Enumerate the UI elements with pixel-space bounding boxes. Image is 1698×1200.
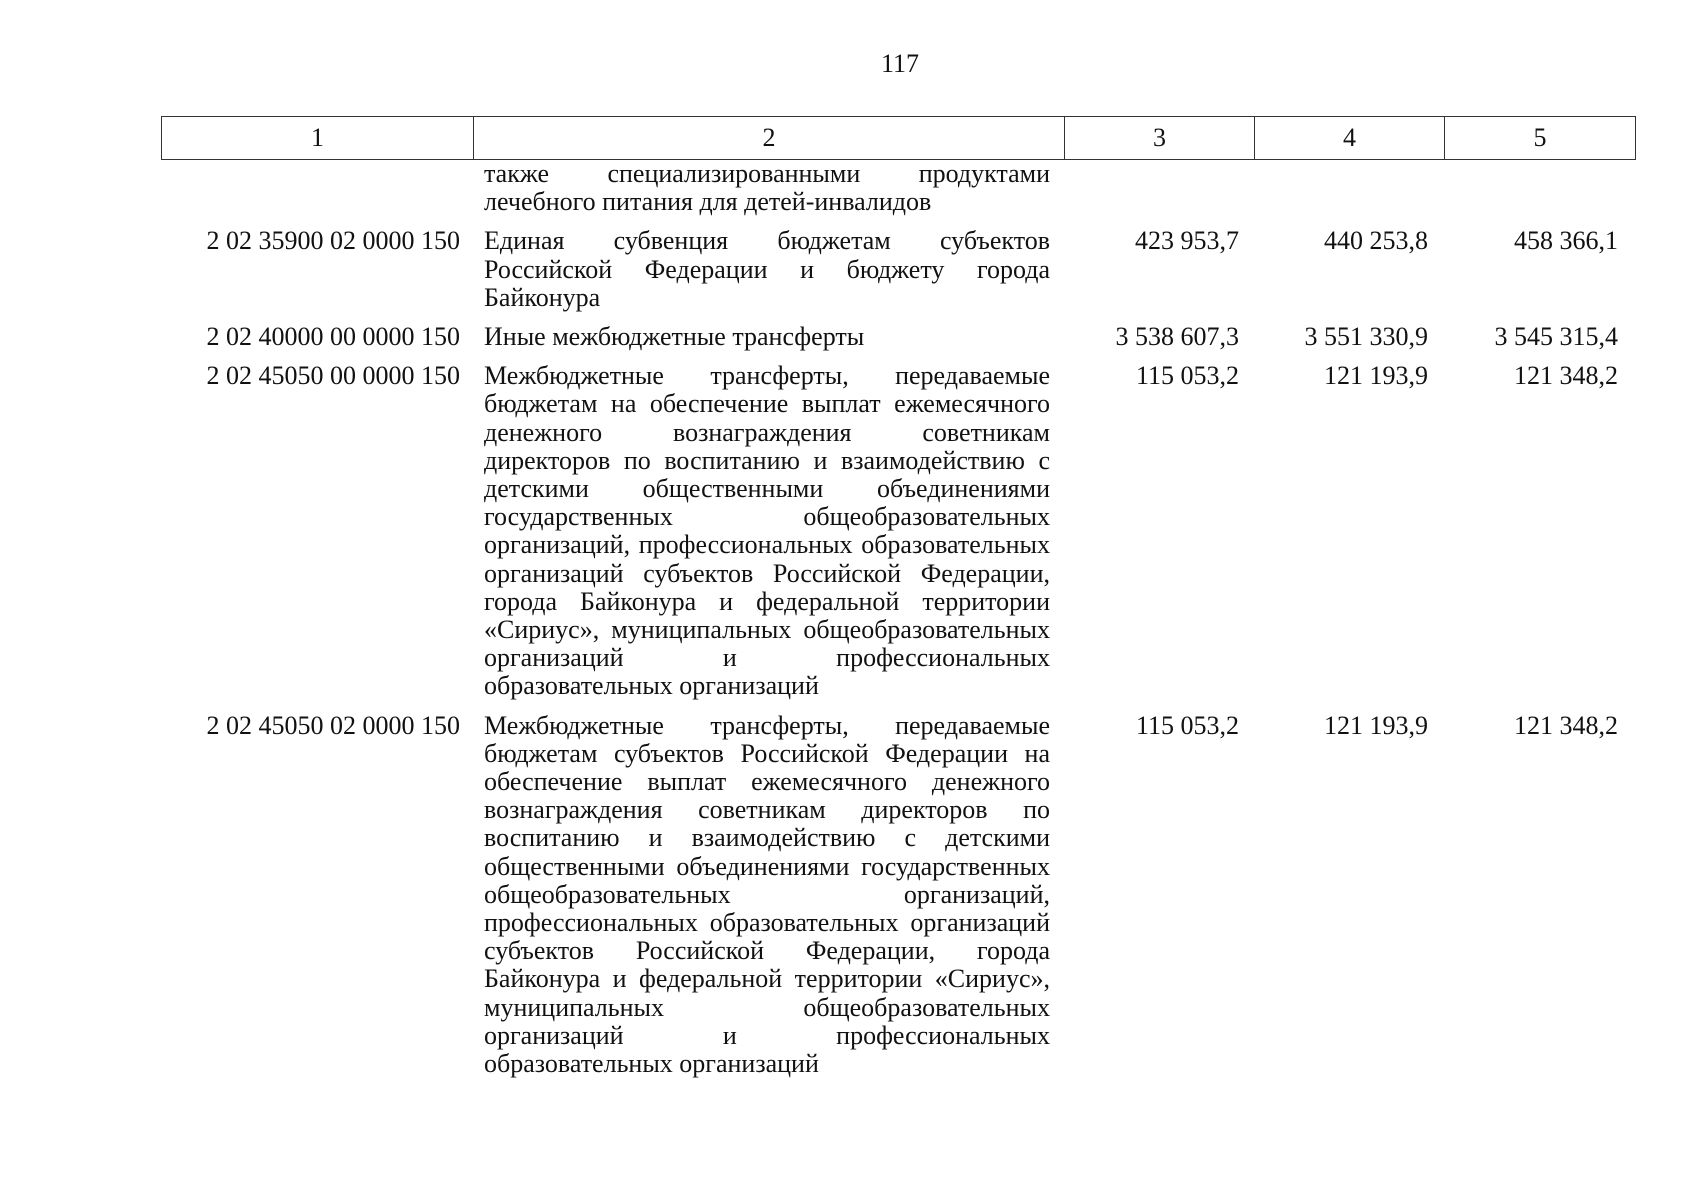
row-code: 2 02 40000 00 0000 150 [206,322,460,352]
row-description: Единая субвенция бюджетам субъектов Российской Федерации и бюджету города Байконура [484,226,1050,312]
row-value-col3: 115 053,2 [1135,361,1239,391]
row-description: Иные межбюджетные трансферты [484,322,865,352]
row-code [161,160,472,227]
column-header-3: 3 [1065,117,1255,160]
row-value-col5: 458 366,1 [1514,226,1618,256]
row-value-col4: 121 193,9 [1324,710,1428,740]
column-header-4: 4 [1255,117,1445,160]
row-value-col3: 115 053,2 [1135,710,1239,740]
table-row [161,712,1630,1079]
row-value-col4: 121 193,9 [1324,361,1428,391]
budget-table [161,160,1630,1078]
row-value-col4 [1251,160,1440,227]
row-description: Межбюджетные трансферты, передаваемые бюджетам на обеспечение выплат ежемесячного денежного вознаграждения советникам директоров по воспитанию и взаимодействию с детскими общественными объединениями государственных общеобразовательных организаций, профессиональных образовательных организаций субъектов Российской Федерации, города Байконура и федеральной территории «Сириус», муниципальных общеобразовательных организаций и профессиональных образовательных организаций [484,361,1050,701]
column-header-1: 1 [162,117,474,160]
row-value-col4: 440 253,8 [1324,226,1428,256]
row-description: Межбюджетные трансферты, передаваемые бюджетам субъектов Российской Федерации на обеспечение выплат ежемесячного денежного вознаграждения советникам директоров по воспитанию и взаимодействию с детскими общественными объединениями государственных общеобразовательных организаций, профессиональных образовательных организаций субъектов Российской Федерации, города Байконура и федеральной территории «Сириус», муниципальных общеобразовательных организаций и профессиональных образовательных организаций [484,710,1050,1079]
row-value-col5: 3 545 315,4 [1494,322,1618,352]
page-number: 117 [880,49,920,78]
table-row [161,227,1630,323]
row-value-col5: 121 348,2 [1514,361,1618,391]
row-code: 2 02 45050 00 0000 150 [206,361,460,391]
row-code: 2 02 45050 02 0000 150 [206,710,460,740]
row-value-col4: 3 551 330,9 [1304,322,1428,352]
table-row [161,362,1630,711]
column-header-2: 2 [474,117,1065,160]
row-value-col3: 3 538 607,3 [1115,322,1239,352]
row-value-col5 [1440,160,1630,227]
table-row [161,160,1630,227]
column-header-row [162,117,1636,160]
row-code: 2 02 35900 02 0000 150 [206,226,460,256]
row-value-col3: 423 953,7 [1135,226,1239,256]
column-header-table [161,116,1636,160]
column-header-5: 5 [1445,117,1636,160]
table-row [161,323,1630,362]
row-value-col5: 121 348,2 [1514,710,1618,740]
row-value-col3 [1062,160,1251,227]
row-description: также специализированными продуктами лечебного питания для детей-инвалидов [484,159,1050,217]
